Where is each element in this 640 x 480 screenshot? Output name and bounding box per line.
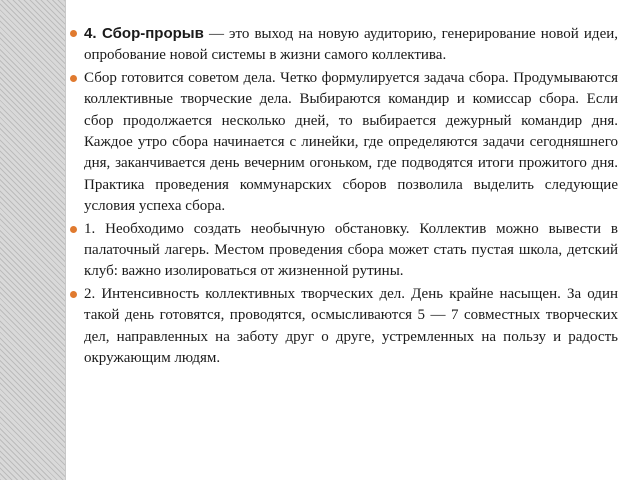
paragraph-sbor-proryv [66,23,618,67]
decorative-side-stripe [0,0,65,480]
paragraph-preparation [66,68,618,218]
paragraph-text: — это выход на новую аудиторию, генерирование новой идеи, опробование новой системы в жизни самого коллектива. [84,26,619,64]
paragraph-condition-2 [66,284,618,370]
bullet-icon [70,226,77,233]
paragraph-text: 2. Интенсивность коллективных творческих дел. День крайне насыщен. За один такой день готовятся, проводятся, осмысливаются 5 — 7 совместных творческих дел, направленных на заботу друг о друге, устремленных на пользу и радость окружающим людям. [84,285,618,367]
paragraph-text: Сбор готовится советом дела. Четко формулируется задача сбора. Продумываются коллективные творческие дела. Выбираются командир и комиссар сбора. Если сбор продолжается несколько дней, то выбирается дежурный командир дня. Каждое утро сбора начинается с линейки, где определяются задачи сегодняшнего дня, заканчивается день вечерним огоньком, где подводятся итоги прожитого дня. Практика проведения коммунарских сборов позволила выделить следующие условия успеха сбора. [84,69,618,215]
paragraph-lead: 4. Сбор-прорыв [84,25,204,42]
slide-body [66,23,618,371]
bullet-icon [70,291,77,298]
paragraph-condition-1 [66,219,618,283]
paragraph-text: 1. Необходимо создать необычную обстановку. Коллектив можно вывести в палаточный лагерь. Местом проведения сбора может стать пустая школа, детский клуб: важно изолироваться от жизненной рутины. [84,220,618,280]
bullet-icon [70,75,77,82]
bullet-icon [70,30,77,37]
